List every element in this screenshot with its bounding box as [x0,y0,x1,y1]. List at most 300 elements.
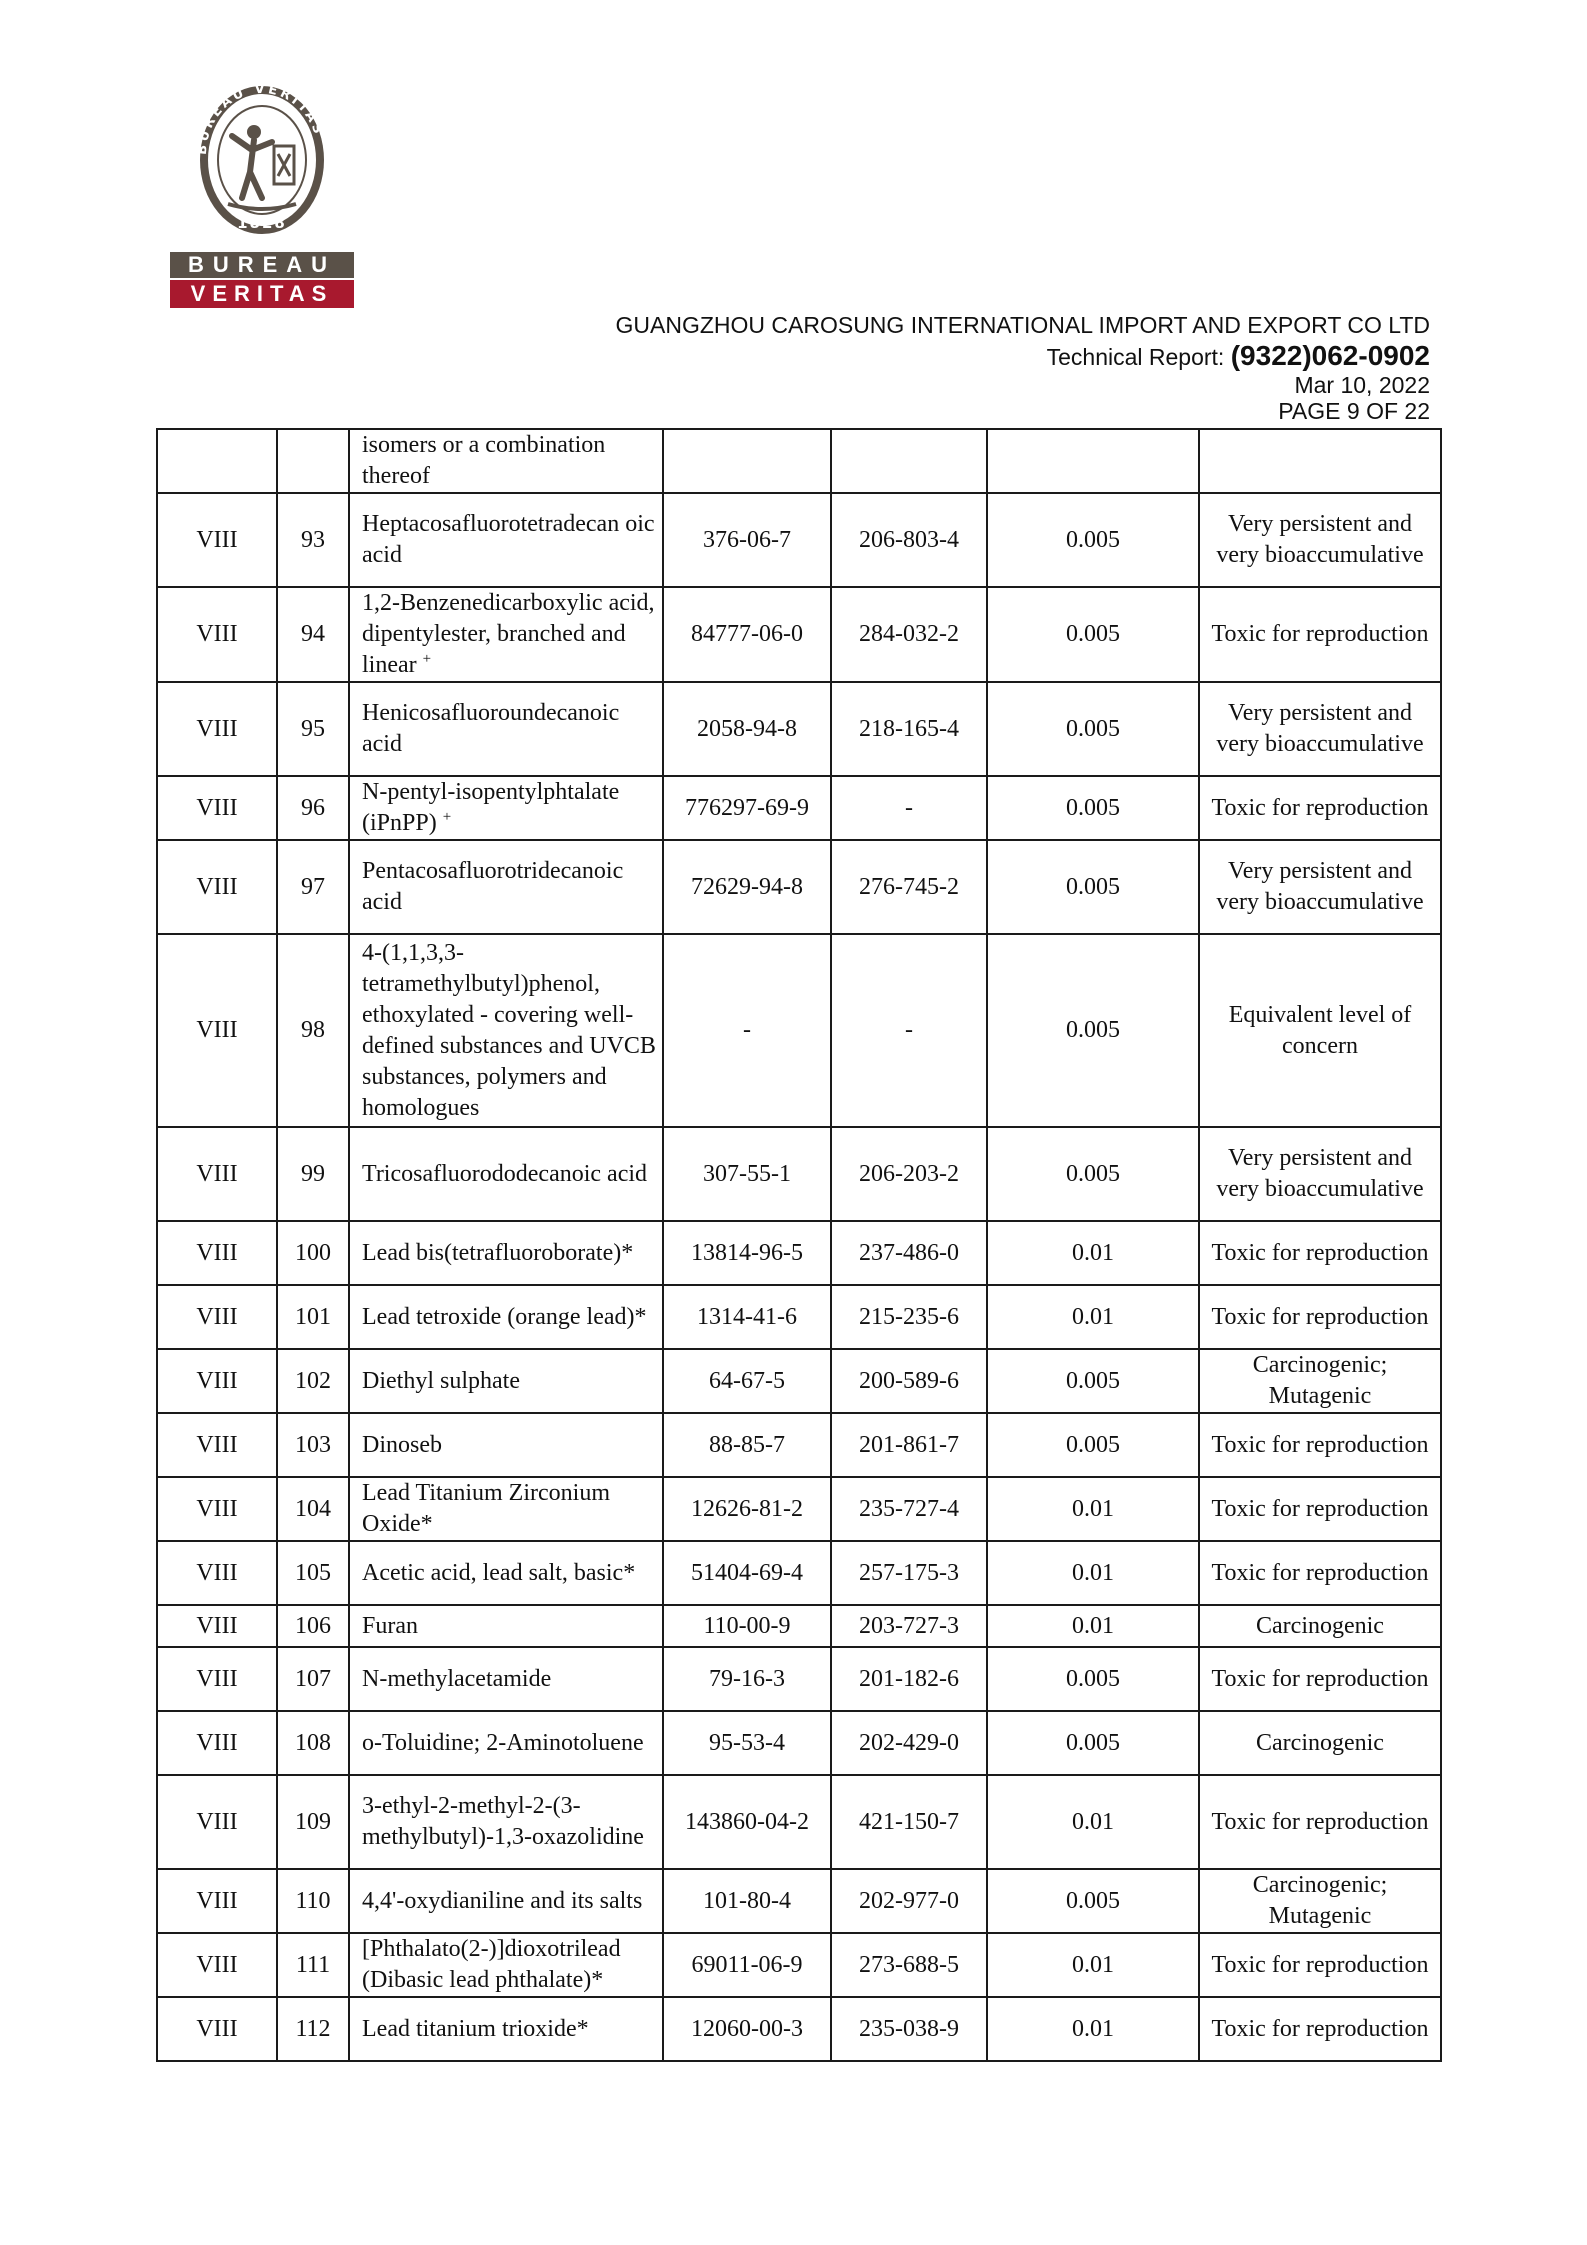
table-row [157,1221,1441,1285]
cell-substance-name-text: 4-(1,1,3,3-tetramethylbutyl)phenol, ethoxylated - covering well-defined substances and UVCB substances, polymers and homologues [362,939,656,1121]
cell-cas-no [663,1605,831,1647]
cell-concern-text: Carcinogenic; Mutagenic [1252,1352,1388,1409]
cell-group-text: VIII [196,1160,238,1187]
cell-group-text: VIII [196,1612,238,1639]
cell-limit-text: 0.01 [1072,1239,1114,1266]
cell-substance-name-text: 4,4'-oxydianiline and its salts [362,1887,643,1914]
cell-concern [1199,1541,1441,1605]
cell-ec-no-text: 200-589-6 [859,1367,959,1394]
cell-limit [987,1413,1199,1477]
cell-ec-no-text: 202-429-0 [859,1729,959,1756]
cell-number [277,776,349,840]
cell-substance-name-text: Lead Titanium Zirconium Oxide* [362,1480,610,1537]
cell-number [277,1349,349,1413]
cell-cas-no [663,1775,831,1869]
cell-ec-no [831,587,987,682]
cell-ec-no-text: - [905,1017,913,1043]
cell-group-text: VIII [196,1495,238,1522]
cell-group [157,1997,277,2061]
cell-group [157,1869,277,1933]
cell-limit [987,1869,1199,1933]
cell-group [157,934,277,1127]
table-row [157,429,1441,493]
cell-limit-text: 0.01 [1072,1612,1114,1639]
cell-group-text: VIII [196,1559,238,1586]
cell-number [277,493,349,587]
cell-cas-no-text: 72629-94-8 [691,873,803,900]
cell-limit-text: 0.01 [1072,1495,1114,1522]
cell-cas-no-text: 307-55-1 [703,1160,791,1187]
cell-number [277,1711,349,1775]
cell-cas-no-text: 13814-96-5 [691,1239,803,1266]
cell-substance-name [349,1711,663,1775]
cell-limit [987,1221,1199,1285]
cell-group-text: VIII [196,715,238,742]
cell-ec-no [831,1869,987,1933]
cell-cas-no-text: 51404-69-4 [691,1559,803,1586]
cell-ec-no [831,1413,987,1477]
cell-number [277,429,349,493]
cell-concern-text: Toxic for reproduction [1211,621,1429,647]
cell-substance-name [349,1869,663,1933]
cell-number [277,1221,349,1285]
cell-number [277,1127,349,1221]
cell-limit [987,1541,1199,1605]
table-row [157,1933,1441,1997]
cell-concern-text: Toxic for reproduction [1211,1665,1429,1692]
seal-year: 1828 [237,214,287,232]
cell-concern [1199,1413,1441,1477]
cell-substance-name-text: o-Toluidine; 2-Aminotoluene [362,1729,644,1756]
cell-ec-no-text: - [905,794,913,821]
cell-concern [1199,1869,1441,1933]
cell-limit [987,1349,1199,1413]
table-row [157,1285,1441,1349]
cell-limit-text: 0.01 [1072,1808,1114,1835]
cell-ec-no [831,1349,987,1413]
cell-limit [987,1775,1199,1869]
cell-group [157,840,277,934]
cell-limit-text: 0.005 [1066,794,1120,821]
table-row [157,1349,1441,1413]
cell-number [277,682,349,776]
cell-ec-no-text: 203-727-3 [859,1612,959,1639]
substance-table [156,428,1442,2062]
cell-cas-no [663,1997,831,2061]
cell-ec-no [831,429,987,493]
cell-ec-no-text: 202-977-0 [859,1887,959,1914]
cell-limit-text: 0.01 [1072,1951,1114,1978]
table-row [157,934,1441,1127]
cell-limit [987,1711,1199,1775]
cell-substance-name-text: 1,2-Benzenedicarboxylic acid, dipentylester, branched and linear [362,590,655,678]
cell-group [157,1221,277,1285]
cell-group-text: VIII [196,1367,238,1394]
bureau-veritas-logo [166,80,358,312]
table-row [157,682,1441,776]
cell-concern [1199,1285,1441,1349]
cell-group [157,1933,277,1997]
table-row [157,1869,1441,1933]
cell-number-text: 109 [295,1808,331,1835]
logo-word-veritas: VERITAS [190,281,334,306]
cell-cas-no [663,1413,831,1477]
cell-limit [987,493,1199,587]
table-row [157,1605,1441,1647]
cell-limit-text: 0.005 [1066,1665,1120,1692]
cell-cas-no-text: 110-00-9 [703,1612,791,1639]
cell-limit-text: 0.01 [1072,1559,1114,1586]
cell-concern-text: Equivalent level of concern [1228,1001,1412,1059]
report-number: (9322)062-0902 [1230,340,1430,371]
cell-cas-no-text: 84777-06-0 [691,621,803,647]
cell-group [157,587,277,682]
cell-ec-no [831,682,987,776]
report-line [1047,340,1430,372]
cell-limit [987,934,1199,1127]
cell-ec-no [831,840,987,934]
cell-group [157,429,277,493]
cell-ec-no [831,1541,987,1605]
cell-substance-name-text: Tricosafluorododecanoic acid [362,1160,648,1187]
cell-cas-no [663,429,831,493]
cell-limit [987,429,1199,493]
table-row [157,840,1441,934]
cell-concern [1199,1605,1441,1647]
cell-number [277,1775,349,1869]
cell-number [277,1933,349,1997]
cell-substance-name-text: Furan [362,1612,418,1639]
cell-concern-text: Toxic for reproduction [1211,1495,1429,1522]
cell-limit [987,682,1199,776]
cell-group-text: VIII [196,1887,238,1914]
cell-group [157,1285,277,1349]
cell-substance-name [349,682,663,776]
table-row [157,1997,1441,2061]
cell-concern-text: Toxic for reproduction [1211,1239,1429,1266]
cell-limit-text: 0.005 [1066,715,1120,742]
cell-ec-no [831,1711,987,1775]
cell-group [157,1647,277,1711]
cell-group-text: VIII [196,1017,238,1043]
cell-concern [1199,493,1441,587]
cell-number-text: 95 [301,715,325,742]
cell-concern [1199,1711,1441,1775]
cell-group-text: VIII [196,2015,238,2042]
cell-concern-text: Very persistent and very bioaccumulative [1216,858,1424,915]
cell-cas-no [663,493,831,587]
cell-group-text: VIII [196,873,238,900]
cell-ec-no [831,1647,987,1711]
table-row [157,587,1441,682]
cell-number [277,1413,349,1477]
table-row [157,776,1441,840]
table-row [157,1477,1441,1541]
cell-concern [1199,1775,1441,1869]
logo-graphic [166,80,358,312]
cell-number-text: 93 [301,526,325,553]
cell-ec-no-text: 218-165-4 [859,715,959,742]
cell-number-text: 108 [295,1729,331,1756]
cell-limit-text: 0.005 [1066,621,1120,647]
cell-concern [1199,934,1441,1127]
cell-limit [987,1477,1199,1541]
cell-cas-no [663,840,831,934]
cell-limit-text: 0.005 [1066,873,1120,900]
cell-group-text: VIII [196,526,238,553]
cell-concern-text: Toxic for reproduction [1211,2015,1429,2042]
cell-limit [987,840,1199,934]
cell-cas-no-text: 12060-00-3 [691,2015,803,2042]
cell-limit [987,1997,1199,2061]
cell-ec-no [831,776,987,840]
cell-group [157,1711,277,1775]
table-row [157,1541,1441,1605]
cell-substance-name [349,1285,663,1349]
cell-group [157,682,277,776]
cell-group [157,1775,277,1869]
cell-number-text: 99 [301,1160,325,1187]
cell-cas-no [663,1711,831,1775]
cell-ec-no-text: 284-032-2 [859,621,959,647]
cell-concern [1199,1647,1441,1711]
cell-ec-no-text: 235-038-9 [859,2015,959,2042]
cell-ec-no [831,1775,987,1869]
cell-ec-no-text: 201-182-6 [859,1665,959,1692]
cell-group-text: VIII [196,1303,238,1330]
cell-ec-no [831,493,987,587]
cell-cas-no-text: 12626-81-2 [691,1495,803,1522]
cell-concern-text: Toxic for reproduction [1211,1559,1429,1586]
cell-substance-name [349,587,663,682]
cell-substance-name-text: isomers or a combination thereof [362,432,606,489]
cell-number [277,1647,349,1711]
cell-ec-no [831,1477,987,1541]
cell-substance-name-text: Diethyl sulphate [362,1367,520,1394]
cell-concern-text: Very persistent and very bioaccumulative [1216,700,1424,757]
cell-number-text: 106 [295,1612,331,1639]
cell-group-text: VIII [196,1665,238,1692]
cell-substance-name [349,934,663,1127]
cell-number-text: 94 [301,621,325,647]
cell-cas-no [663,1933,831,1997]
cell-group [157,1127,277,1221]
cell-limit-text: 0.005 [1066,1729,1120,1756]
table-row [157,493,1441,587]
cell-substance-name [349,1127,663,1221]
cell-substance-name-text: Henicosafluoroundecanoic acid [362,700,620,757]
table-row [157,1647,1441,1711]
cell-number [277,840,349,934]
cell-cas-no-text: 143860-04-2 [685,1808,809,1835]
cell-number [277,587,349,682]
cell-substance-name-text: Lead titanium trioxide* [362,2015,589,2042]
cell-number [277,1477,349,1541]
cell-concern [1199,1127,1441,1221]
cell-limit-text: 0.01 [1072,1303,1114,1330]
cell-concern-text: Toxic for reproduction [1211,1808,1429,1835]
cell-limit-text: 0.005 [1066,1887,1120,1914]
cell-ec-no-text: 273-688-5 [859,1951,959,1978]
table-row [157,1127,1441,1221]
cell-cas-no [663,1127,831,1221]
cell-cas-no-text: 64-67-5 [709,1367,785,1394]
cell-substance-name-text: [Phthalato(2-)]dioxotrilead (Dibasic lead phthalate)* [362,1936,621,1993]
cell-substance-name [349,1605,663,1647]
cell-substance-name-text: Lead bis(tetrafluoroborate)* [362,1239,634,1266]
cell-limit-text: 0.005 [1066,1160,1120,1187]
logo-word-bureau: BUREAU [187,252,337,277]
cell-ec-no-text: 235-727-4 [859,1495,959,1522]
cell-concern-text: Carcinogenic [1256,1612,1384,1639]
cell-cas-no [663,1285,831,1349]
cell-cas-no-text: 69011-06-9 [691,1951,803,1978]
cell-concern-text: Toxic for reproduction [1211,1303,1429,1330]
cell-number-text: 96 [301,794,325,821]
cell-cas-no-text: 1314-41-6 [697,1303,797,1330]
cell-limit [987,1127,1199,1221]
cell-ec-no-text: 276-745-2 [859,873,959,900]
cell-number-text: 105 [295,1559,331,1586]
cell-substance-name [349,1477,663,1541]
cell-concern-text: Very persistent and very bioaccumulative [1216,1145,1424,1202]
cell-ec-no-text: 206-203-2 [859,1160,959,1187]
cell-number-text: 107 [295,1665,331,1692]
cell-group [157,776,277,840]
cell-number [277,1869,349,1933]
cell-cas-no-text: 2058-94-8 [697,715,797,742]
cell-group [157,1477,277,1541]
cell-cas-no-text: 95-53-4 [709,1729,785,1756]
cell-ec-no-text: 206-803-4 [859,526,959,553]
seal-text: BUREAU VERITAS [194,81,327,156]
cell-substance-name-text: Acetic acid, lead salt, basic* [362,1559,636,1586]
cell-substance-name [349,1933,663,1997]
cell-ec-no [831,934,987,1127]
cell-cas-no-text: 776297-69-9 [685,794,809,821]
cell-limit-text: 0.01 [1072,2015,1114,2042]
cell-limit [987,1605,1199,1647]
cell-concern [1199,682,1441,776]
cell-limit [987,587,1199,682]
cell-number-text: 98 [301,1017,325,1043]
cell-concern-text: Toxic for reproduction [1211,794,1429,821]
cell-cas-no-text: 376-06-7 [703,526,791,553]
cell-group [157,1413,277,1477]
cell-number [277,1997,349,2061]
cell-cas-no [663,1541,831,1605]
cell-cas-no [663,1349,831,1413]
cell-substance-name [349,1413,663,1477]
cell-concern [1199,1349,1441,1413]
cell-number-text: 100 [295,1239,331,1266]
cell-ec-no [831,1127,987,1221]
cell-substance-name [349,1775,663,1869]
cell-ec-no [831,1221,987,1285]
cell-substance-name-text: Dinoseb [362,1431,442,1458]
cell-concern [1199,840,1441,934]
cell-substance-name [349,840,663,934]
cell-limit [987,1933,1199,1997]
cell-number-text: 112 [295,2015,331,2042]
page-number: PAGE 9 OF 22 [1278,398,1430,424]
cell-group [157,1605,277,1647]
cell-cas-no-text: 101-80-4 [703,1887,791,1914]
cell-substance-name-text: Pentacosafluorotridecanoic acid [362,858,624,915]
cell-limit [987,776,1199,840]
cell-number-text: 101 [295,1303,331,1330]
cell-concern [1199,1933,1441,1997]
cell-number-text: 110 [295,1887,331,1914]
cell-substance-name [349,1997,663,2061]
cell-number [277,934,349,1127]
plus-marker: + [422,651,432,667]
cell-substance-name [349,1349,663,1413]
cell-cas-no [663,1477,831,1541]
cell-group [157,1541,277,1605]
cell-group-text: VIII [196,1431,238,1458]
cell-group-text: VIII [196,1951,238,1978]
cell-group [157,1349,277,1413]
cell-concern-text: Carcinogenic; Mutagenic [1252,1872,1388,1929]
cell-cas-no-text: 79-16-3 [709,1665,785,1692]
cell-group-text: VIII [196,1808,238,1835]
cell-concern-text: Toxic for reproduction [1211,1431,1429,1458]
cell-substance-name-text: Heptacosafluorotetradecan oic acid [362,511,655,568]
cell-concern [1199,1221,1441,1285]
cell-number-text: 111 [295,1951,331,1978]
cell-number-text: 102 [295,1367,331,1394]
cell-cas-no [663,1221,831,1285]
cell-number-text: 104 [295,1495,331,1522]
cell-limit-text: 0.005 [1066,1017,1120,1043]
cell-cas-no [663,1869,831,1933]
cell-substance-name [349,429,663,493]
cell-concern [1199,1477,1441,1541]
cell-ec-no [831,1285,987,1349]
cell-substance-name-text: Lead tetroxide (orange lead)* [362,1303,647,1330]
cell-substance-name [349,493,663,587]
cell-cas-no-text: 88-85-7 [709,1431,785,1458]
cell-limit-text: 0.005 [1066,1431,1120,1458]
cell-number [277,1605,349,1647]
cell-cas-no [663,1647,831,1711]
cell-substance-name-text: N-pentyl-isopentylphtalate (iPnPP) [362,779,620,836]
cell-ec-no [831,1997,987,2061]
report-date: Mar 10, 2022 [1294,372,1430,398]
cell-cas-no [663,587,831,682]
report-label: Technical Report: [1046,344,1225,370]
table-row [157,1711,1441,1775]
cell-number [277,1541,349,1605]
cell-ec-no-text: 237-486-0 [859,1239,959,1266]
table-row [157,1413,1441,1477]
cell-group-text: VIII [196,794,238,821]
cell-substance-name [349,1221,663,1285]
cell-ec-no-text: 201-861-7 [859,1431,959,1458]
cell-number [277,1285,349,1349]
cell-ec-no [831,1933,987,1997]
cell-number-text: 103 [295,1431,331,1458]
cell-cas-no [663,776,831,840]
cell-concern-text: Very persistent and very bioaccumulative [1216,511,1424,568]
cell-substance-name [349,1541,663,1605]
cell-cas-no-text: - [743,1017,751,1043]
table-row [157,1775,1441,1869]
cell-ec-no [831,1605,987,1647]
cell-group [157,493,277,587]
cell-group-text: VIII [196,1729,238,1756]
